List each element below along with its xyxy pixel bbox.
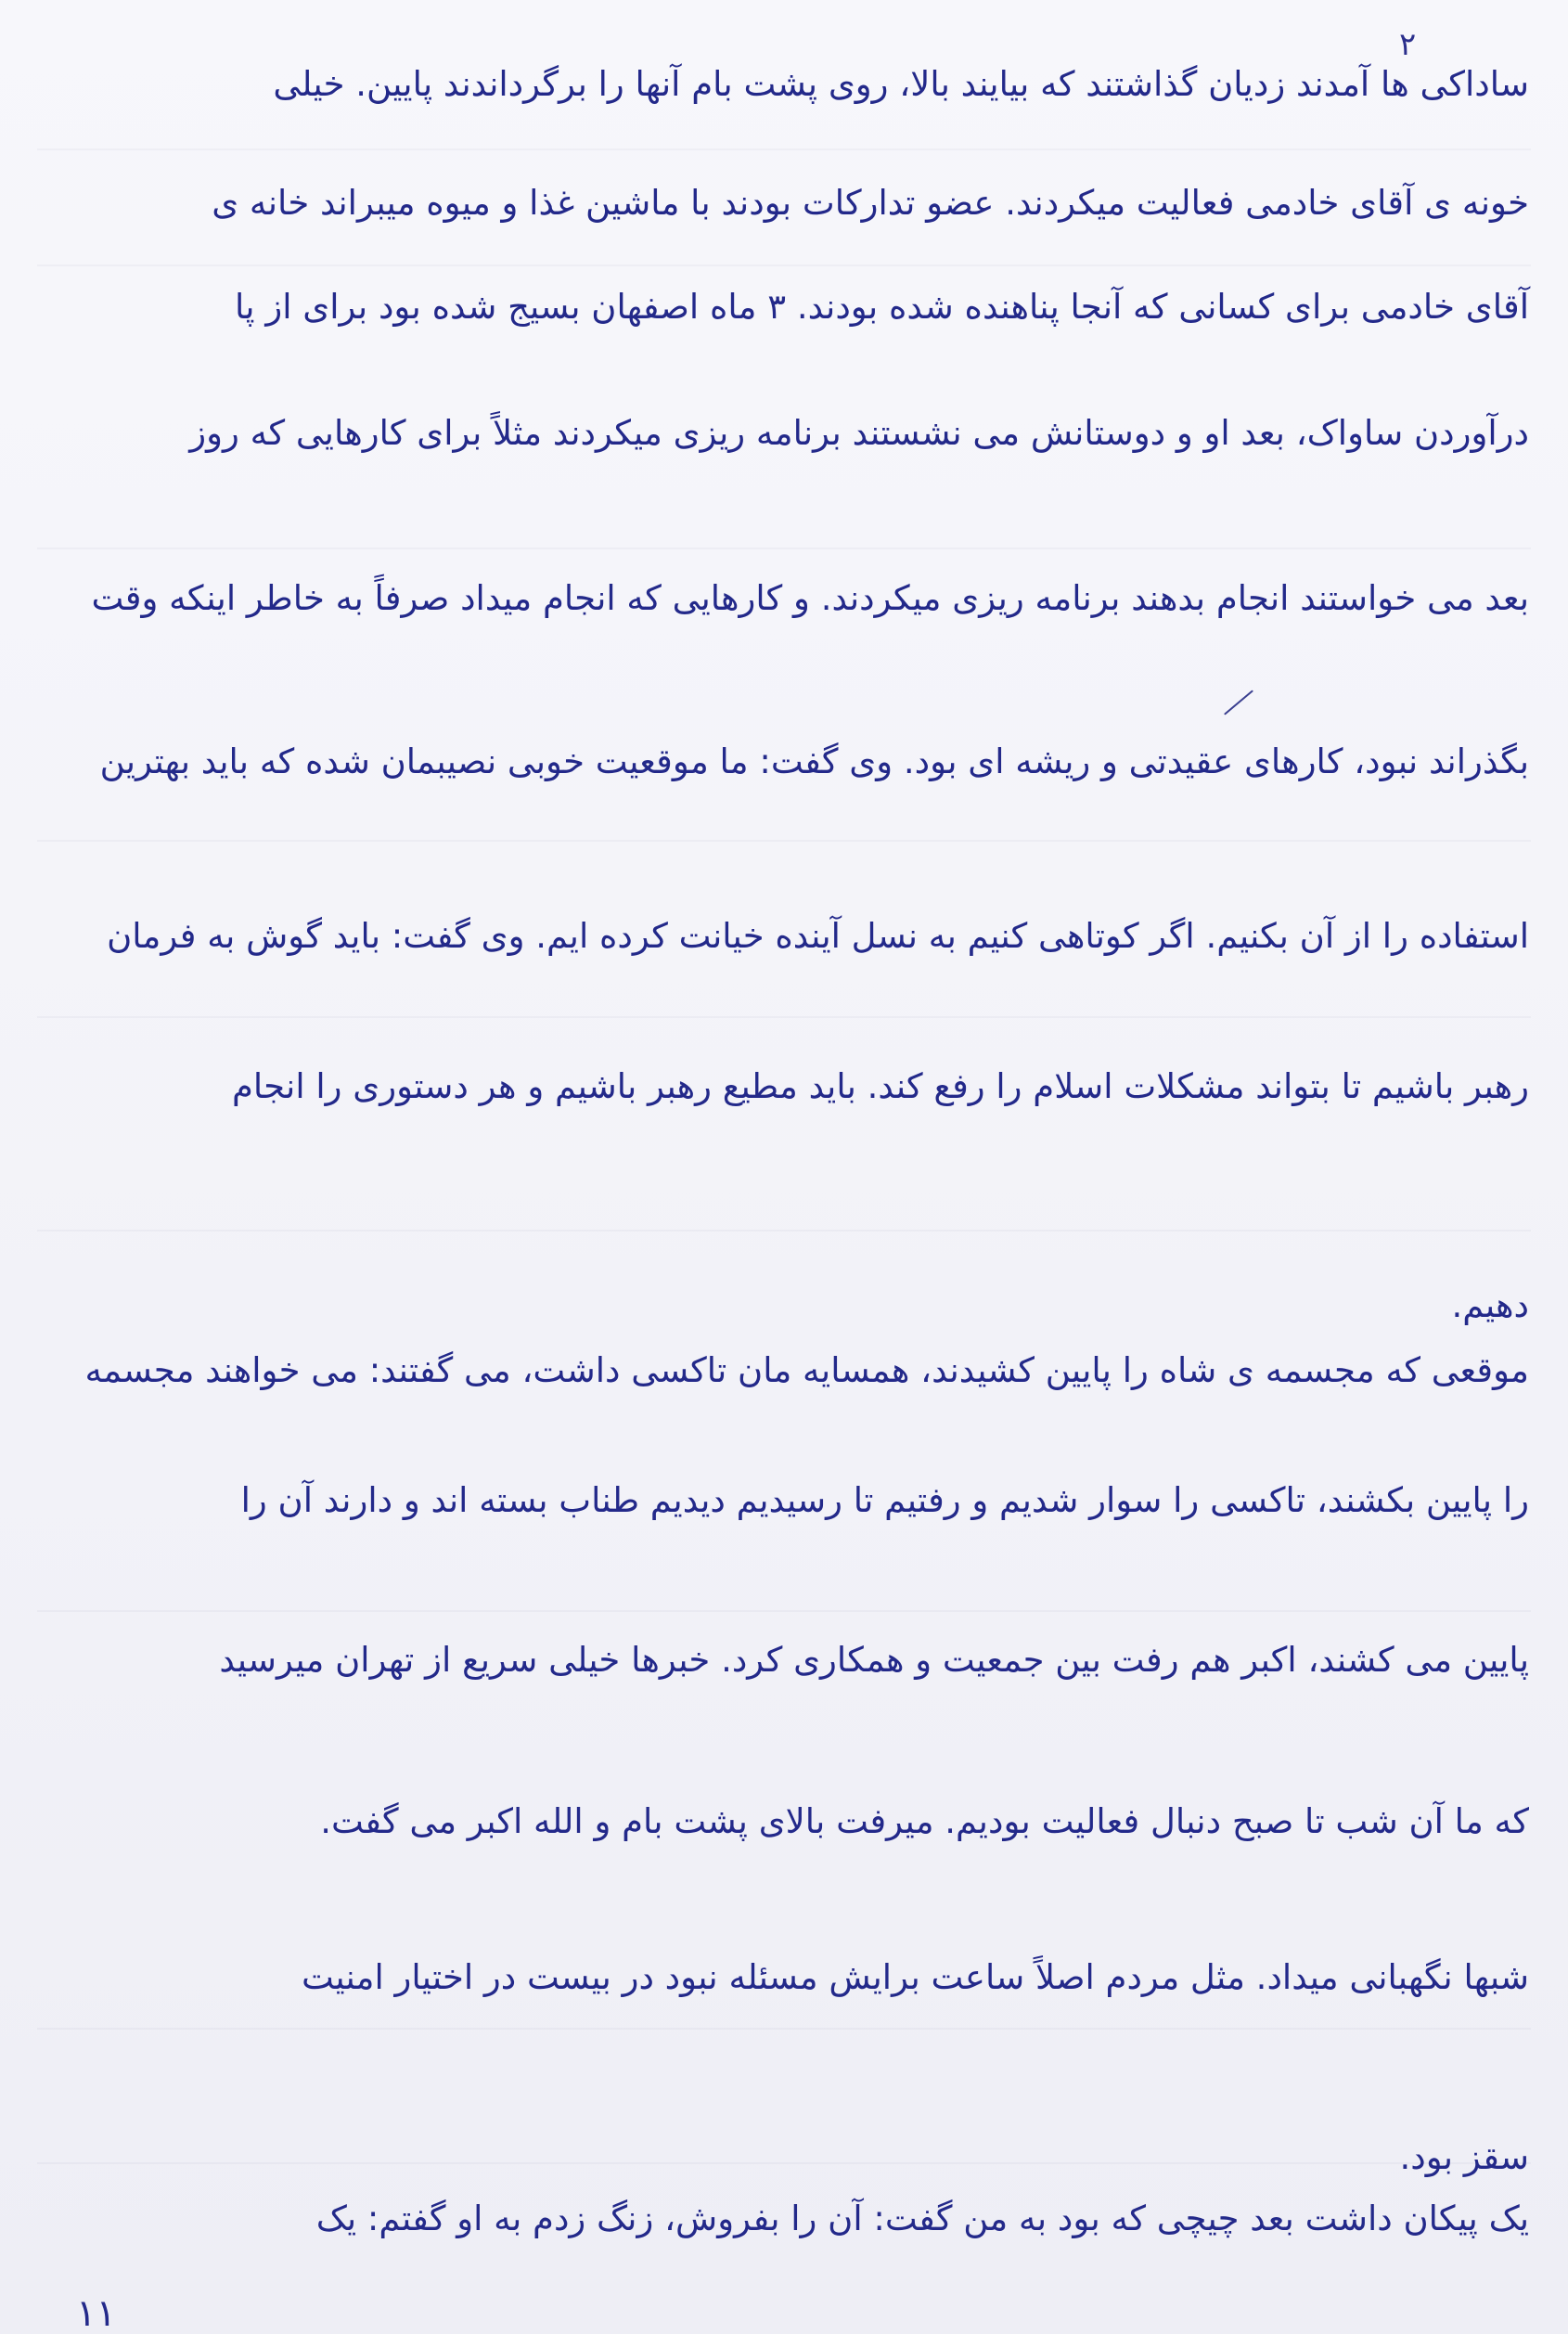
text-line: بگذراند نبود، کارهای عقیدتی و ریشه ای بود. وی گفت: ما موقعیت خوبی نصیبمان شده که باید بهترین	[99, 741, 1529, 781]
text-line: خونه ی آقای خادمی فعالیت میکردند. عضو تدارکات بودند با ماشین غذا و میوه میبراند خانه ی	[212, 183, 1529, 223]
text-line: درآوردن ساواک، بعد او و دوستانش می نشستند برنامه ریزی میکردند مثلاً برای کارهایی که روز	[189, 413, 1529, 453]
text-line: رهبر باشیم تا بتواند مشکلات اسلام را رفع کند. باید مطیع رهبر باشیم و هر دستوری را انجام	[231, 1066, 1529, 1106]
bleed-through-line	[37, 1230, 1531, 1231]
text-line: یک پیکان داشت بعد چیچی که بود به من گفت: آن را بفروش، زنگ زدم به او گفتم: یک	[315, 2199, 1529, 2238]
text-line: آقای خادمی برای کسانی که آنجا پناهنده شده بودند. ۳ ماه اصفهان بسیج شده بود برای از پا	[235, 287, 1529, 327]
bleed-through-line	[37, 2028, 1531, 2030]
bleed-through-line	[37, 148, 1531, 150]
bleed-through-line	[37, 1610, 1531, 1612]
text-line: شبها نگهبانی میداد. مثل مردم اصلاً ساعت برایش مسئله نبود در بیست در اختیار امنیت	[302, 1957, 1529, 1997]
pen-stroke	[1224, 690, 1253, 715]
text-line: دهیم.	[1451, 1285, 1529, 1325]
bleed-through-line	[37, 2162, 1531, 2164]
bleed-through-line	[37, 840, 1531, 842]
text-line: ساداکی ها آمدند زدیان گذاشتند که بیایند بالا، روی پشت بام آنها را برگرداندند پایین. خیلی	[273, 64, 1529, 104]
top-corner-mark: ٢	[1399, 26, 1417, 63]
text-line: پایین می کشند، اکبر هم رفت بین جمعیت و همکاری کرد. خبرها خیلی سریع از تهران میرسید	[219, 1640, 1529, 1680]
text-line: که ما آن شب تا صبح دنبال فعالیت بودیم. میرفت بالای پشت بام و الله اکبر می گفت.	[320, 1801, 1529, 1841]
text-line: را پایین بکشند، تاکسی را سوار شدیم و رفتیم تا رسیدیم دیدیم طناب بسته اند و دارند آن را	[240, 1480, 1529, 1520]
text-line: استفاده را از آن بکنیم. اگر کوتاهی کنیم به نسل آینده خیانت کرده ایم. وی گفت: باید گوش به فرمان	[107, 916, 1529, 956]
page-number: ١١	[76, 2292, 116, 2334]
text-line: موقعی که مجسمه ی شاه را پایین کشیدند، همسایه مان تاکسی داشت، می گفتند: می خواهند مجسمه	[84, 1350, 1529, 1390]
text-line: سقز بود.	[1399, 2137, 1529, 2177]
bleed-through-line	[37, 264, 1531, 266]
bleed-through-line	[37, 1016, 1531, 1018]
text-line: بعد می خواستند انجام بدهند برنامه ریزی میکردند. و کارهایی که انجام میداد صرفاً به خاطر اینکه وقت	[91, 578, 1529, 618]
bleed-through-line	[37, 548, 1531, 549]
